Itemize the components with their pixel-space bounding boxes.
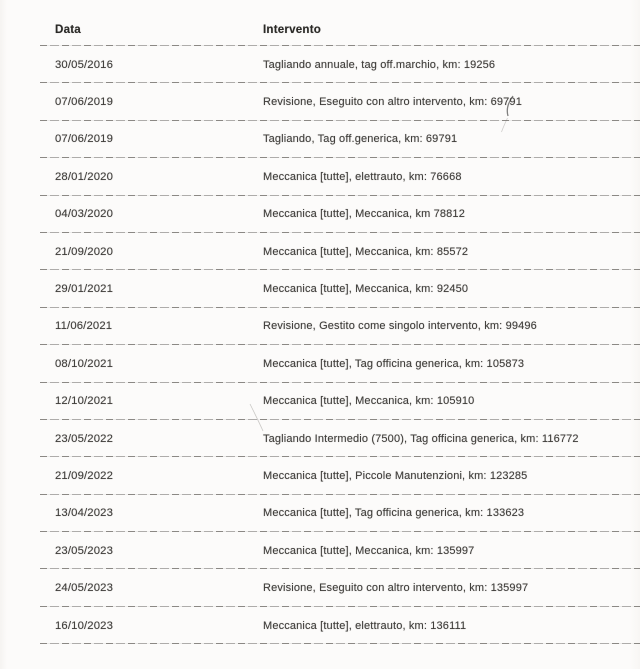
date-cell: 07/06/2019 — [55, 96, 114, 109]
intervention-cell: Revisione, Eseguito con altro intervento, km: 69791 — [263, 96, 522, 109]
table-row — [40, 383, 640, 420]
table-body — [40, 46, 640, 644]
intervention-cell: Meccanica [tutte], elettrauto, km: 136111 — [263, 619, 467, 632]
table-row — [40, 233, 640, 270]
maintenance-history-table — [40, 12, 640, 644]
date-cell: 24/05/2023 — [55, 582, 114, 595]
table-header-row — [40, 12, 640, 46]
date-cell: 04/03/2020 — [55, 208, 114, 221]
date-cell: 11/06/2021 — [55, 320, 113, 333]
intervention-cell: Meccanica [tutte], Meccanica, km: 85572 — [263, 245, 469, 258]
table-row — [40, 457, 640, 494]
table-row — [40, 569, 640, 606]
date-cell: 12/10/2021 — [55, 395, 114, 408]
table-row — [40, 270, 640, 307]
table-row — [40, 345, 640, 382]
table-row — [40, 158, 640, 195]
intervention-cell: Meccanica [tutte], Tag officina generica, km: 133623 — [263, 507, 525, 520]
date-cell: 29/01/2021 — [55, 283, 114, 296]
date-cell: 07/06/2019 — [55, 133, 114, 146]
column-header-intervento: Intervento — [263, 22, 322, 36]
intervention-cell: Tagliando annuale, tag off.marchio, km: 19256 — [263, 58, 496, 71]
date-cell: 21/09/2020 — [55, 245, 114, 258]
date-cell: 13/04/2023 — [55, 507, 114, 520]
table-row — [40, 420, 640, 457]
date-cell: 30/05/2016 — [55, 58, 114, 71]
table-row — [40, 607, 640, 644]
intervention-cell: Meccanica [tutte], Piccole Manutenzioni, km: 123285 — [263, 469, 528, 482]
intervention-cell: Meccanica [tutte], Meccanica, km: 105910 — [263, 395, 475, 408]
intervention-cell: Revisione, Eseguito con altro intervento, km: 135997 — [263, 582, 529, 595]
date-cell: 23/05/2023 — [55, 544, 114, 557]
table-row — [40, 308, 640, 345]
table-row — [40, 83, 640, 120]
date-cell: 08/10/2021 — [55, 357, 114, 370]
date-cell: 28/01/2020 — [55, 170, 114, 183]
column-header-data: Data — [55, 22, 81, 36]
intervention-cell: Revisione, Gestito come singolo intervento, km: 99496 — [263, 320, 537, 333]
intervention-cell: Meccanica [tutte], Tag officina generica, km: 105873 — [263, 357, 525, 370]
intervention-cell: Tagliando, Tag off.generica, km: 69791 — [263, 133, 458, 146]
table-row — [40, 495, 640, 532]
table-row — [40, 121, 640, 158]
intervention-cell: Tagliando Intermedio (7500), Tag officina generica, km: 116772 — [263, 432, 579, 445]
date-cell: 16/10/2023 — [55, 619, 114, 632]
intervention-cell: Meccanica [tutte], elettrauto, km: 76668 — [263, 170, 462, 183]
intervention-cell: Meccanica [tutte], Meccanica, km 78812 — [263, 208, 465, 221]
intervention-cell: Meccanica [tutte], Meccanica, km: 92450 — [263, 283, 469, 296]
table-row — [40, 196, 640, 233]
intervention-cell: Meccanica [tutte], Meccanica, km: 135997 — [263, 544, 475, 557]
table-row — [40, 532, 640, 569]
table-row — [40, 46, 640, 83]
date-cell: 23/05/2022 — [55, 432, 114, 445]
date-cell: 21/09/2022 — [55, 469, 114, 482]
